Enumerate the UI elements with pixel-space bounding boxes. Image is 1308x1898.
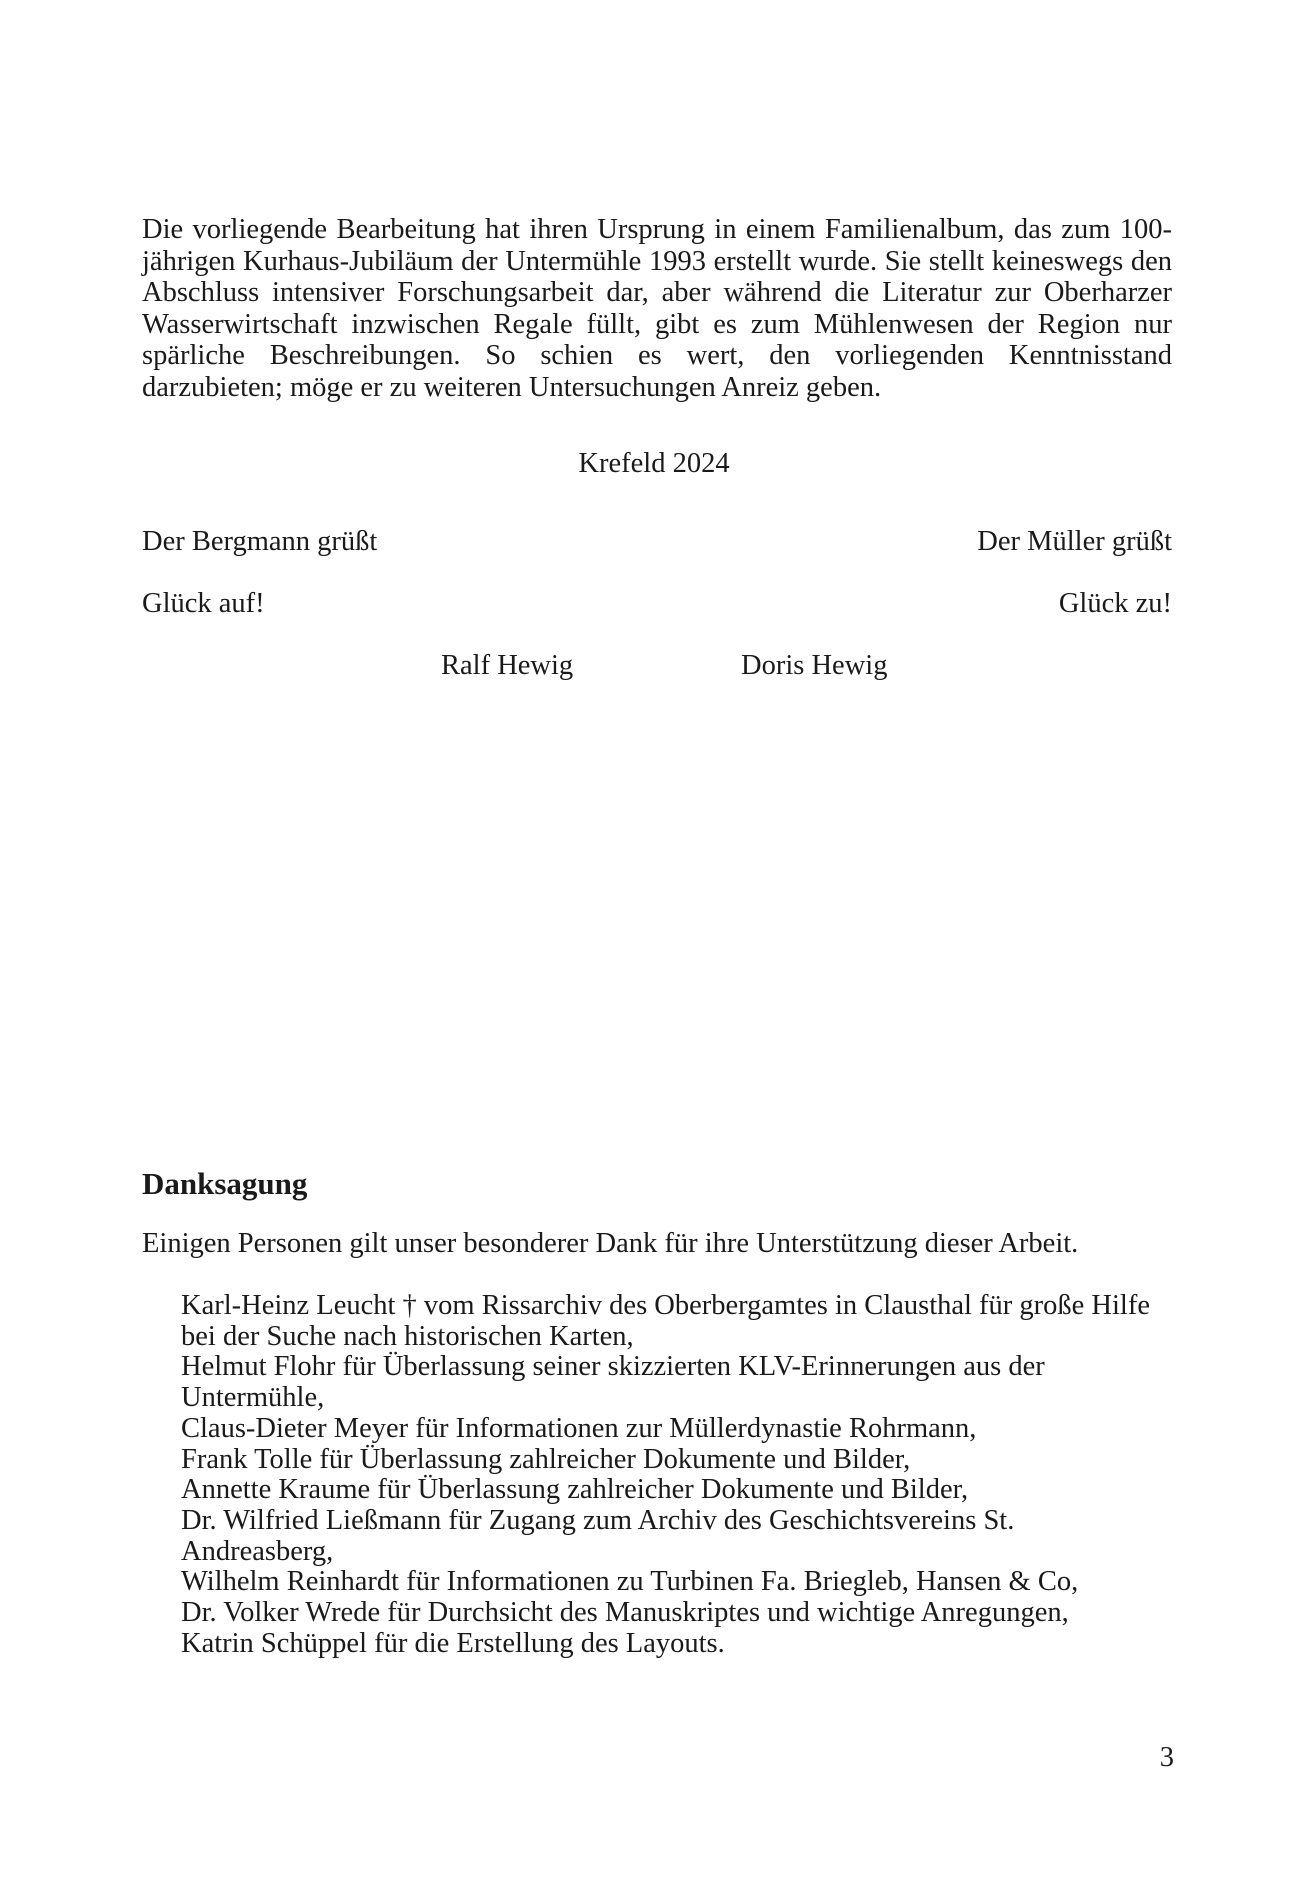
list-item: Wilhelm Reinhardt für Informationen zu Turbinen Fa. Briegleb, Hansen & Co, bbox=[181, 1566, 1079, 1598]
list-item: Dr. Wilfried Ließmann für Zugang zum Archiv des Geschichtsvereins St. Andreasberg, bbox=[181, 1504, 1015, 1567]
list-item: Helmut Flohr für Überlassung seiner skizzierten KLV-Erinnerungen aus der Untermühle, bbox=[181, 1351, 1045, 1414]
list-item: Karl-Heinz Leucht † vom Rissarchiv des Oberbergamtes in Clausthal für große Hilfe bei der Suche nach historischen Karten, bbox=[181, 1290, 1150, 1352]
acknowledgements-list bbox=[181, 1291, 1171, 1659]
list-item: Annette Kraume für Überlassung zahlreicher Dokumente und Bilder, bbox=[181, 1474, 969, 1506]
acknowledgements-intro: Einigen Personen gilt unser besonderer Dank für ihre Unterstützung dieser Arbeit. bbox=[142, 1228, 1079, 1259]
greeting-row bbox=[142, 526, 1172, 558]
signature-ralf-hewig: Ralf Hewig bbox=[441, 650, 574, 681]
greeting-miner: Der Bergmann grüßt bbox=[142, 526, 378, 557]
greeting-miller: Der Müller grüßt bbox=[977, 526, 1172, 557]
salute-miner: Glück auf! bbox=[142, 588, 265, 619]
intro-paragraph: Die vorliegende Bearbeitung hat ihren Ursprung in einem Familienalbum, das zum 100-jährigen Kurhaus-Jubiläum der Untermühle 1993 erstellt wurde. Sie stellt keineswegs den Abschluss intensiver Forschungsarbeit dar, aber während die Literatur zur Oberharzer Wasserwirtschaft inzwischen Regale füllt, gibt es zum Mühlenwesen der Region nur spärliche Beschreibungen. So schien es wert, den vorliegenden Kenntnisstand darzubieten; möge er zu weiteren Untersuchungen Anreiz geben. bbox=[142, 214, 1172, 403]
acknowledgements-heading: Danksagung bbox=[142, 1166, 308, 1201]
list-item: Claus-Dieter Meyer für Informationen zur Müllerdynastie Rohrmann, bbox=[181, 1412, 977, 1444]
salute-miller: Glück zu! bbox=[1058, 588, 1172, 619]
place-date: Krefeld 2024 bbox=[578, 448, 730, 479]
salute-row bbox=[142, 588, 1172, 620]
list-item: Dr. Volker Wrede für Durchsicht des Manuskriptes und wichtige Anregungen, bbox=[181, 1597, 1069, 1629]
list-item: Frank Tolle für Überlassung zahlreicher Dokumente und Bilder, bbox=[181, 1443, 911, 1475]
page-number: 3 bbox=[1159, 1742, 1174, 1773]
list-item: Katrin Schüppel für die Erstellung des Layouts. bbox=[181, 1627, 725, 1659]
signature-doris-hewig: Doris Hewig bbox=[741, 650, 888, 681]
